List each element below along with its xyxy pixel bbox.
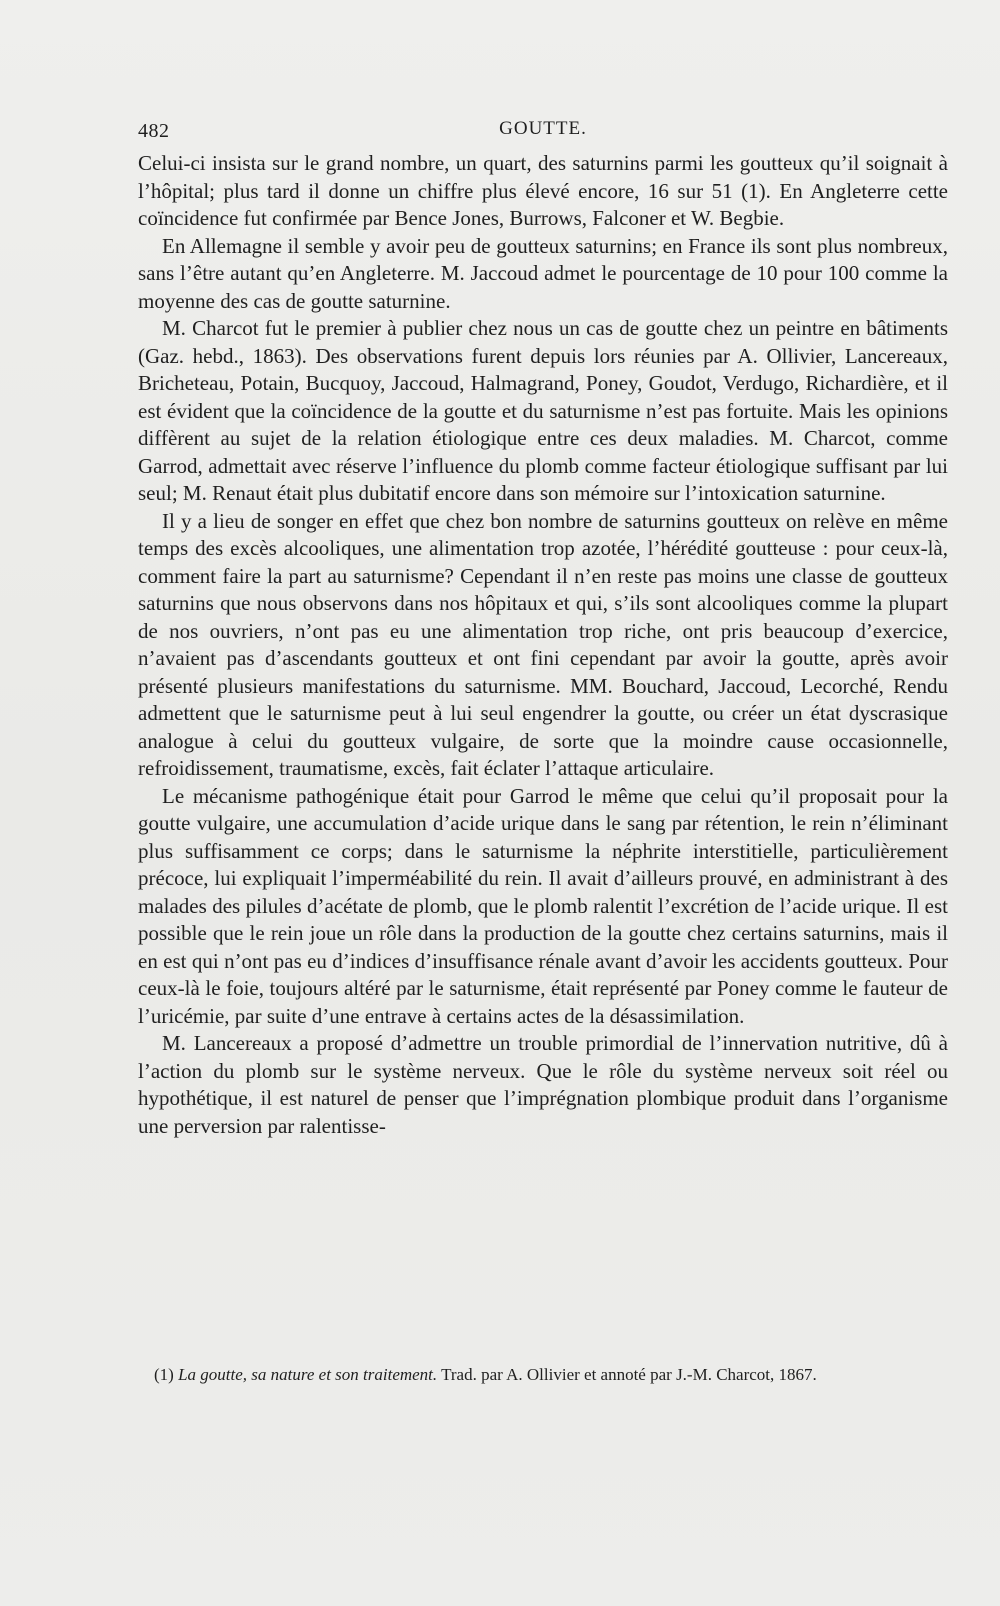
footnote-marker: (1) [154, 1365, 174, 1384]
page-header [138, 114, 948, 144]
paragraph-6: M. Lancereaux a proposé d’admettre un trouble primordial de l’innervation nutritive, dû à l’action du plomb sur le système nerveux. Que le rôle du système nerveux soit réel ou hypothétique, il est naturel de penser que l’imprégnation plombique produit dans l’organisme une perversion par ralentisse- [138, 1031, 948, 1138]
body-text [138, 150, 948, 1140]
page-number: 482 [138, 120, 170, 142]
running-head: GOUTTE. [499, 118, 587, 139]
paragraph-4: Il y a lieu de songer en effet que chez bon nombre de saturnins goutteux on relève en même temps des excès alcooliques, une alimentation trop azotée, l’hérédité goutteuse : pour ceux-là, comment faire la part au saturnisme? Cependant il n’en reste pas moins une classe de goutteux saturnins que nous observons dans nos hôpitaux et qui, s’ils sont alcooliques comme la plupart de nos ouvriers, n’ont pas eu une alimentation trop riche, ont pris beaucoup d’exercice, n’avaient pas d’ascendants goutteux et ont fini cependant par avoir la goutte, après avoir présenté plusieurs manifestations du saturnisme. MM. Bouchard, Jaccoud, Lecorché, Rendu admettent que le saturnisme peut à lui seul engendrer la goutte, ou créer un état dyscrasique analogue à celui du goutteux vulgaire, de sorte que la moindre cause occasionnelle, refroidissement, traumatisme, excès, fait éclater l’attaque articulaire. [138, 508, 948, 780]
footnote [138, 1363, 948, 1386]
paragraph-5: Le mécanisme pathogénique était pour Garrod le même que celui qu’il proposait pour la goutte vulgaire, une accumulation d’acide urique dans le sang par rétention, le rein n’éliminant plus suffisamment ce corps; dans le saturnisme la néphrite interstitielle, particulièrement précoce, lui expliquait l’imperméabilité du rein. Il avait d’ailleurs prouvé, en administrant à des malades des pilules d’acétate de plomb, que le plomb ralentit l’excrétion de l’acide urique. Il est possible que le rein joue un rôle dans la production de la goutte chez certains saturnins, mais il en est qui n’ont pas eu d’indices d’insuffisance rénale avant d’avoir les accidents goutteux. Pour ceux-là le foie, toujours altéré par le saturnisme, était représenté par Poney comme le fauteur de l’uricémie, par suite d’une entrave à certains actes de la désassimilation. [138, 783, 948, 1028]
paragraph-1: Celui-ci insista sur le grand nombre, un quart, des saturnins parmi les goutteux qu’il soignait à l’hôpital; plus tard il donne un chiffre plus élevé encore, 16 sur 51 (1). En Angleterre cette coïncidence fut confirmée par Bence Jones, Burrows, Falconer et W. Begbie. [138, 151, 948, 230]
footnote-title: La goutte, sa nature et son traitement. [178, 1365, 438, 1384]
paragraph-3: M. Charcot fut le premier à publier chez nous un cas de goutte chez un peintre en bâtiments (Gaz. hebd., 1863). Des observations furent depuis lors réunies par A. Ollivier, Lancereaux, Bricheteau, Potain, Bucquoy, Jaccoud, Halmagrand, Poney, Goudot, Verdugo, Richardière, et il est évident que la coïncidence de la goutte et du saturnisme n’est pas fortuite. Mais les opinions diffèrent au sujet de la relation étiologique entre ces deux maladies. M. Charcot, comme Garrod, admettait avec réserve l’influence du plomb comme facteur étiologique suffisant par lui seul; M. Renaut était plus dubitatif encore dans son mémoire sur l’intoxication saturnine. [138, 316, 948, 505]
paragraph-2: En Allemagne il semble y avoir peu de goutteux saturnins; en France ils sont plus nombreux, sans l’être autant qu’en Angleterre. M. Jaccoud admet le pourcentage de 10 pour 100 comme la moyenne des cas de goutte saturnine. [138, 233, 948, 313]
footnote-text: Trad. par A. Ollivier et annoté par J.-M. Charcot, 1867. [441, 1365, 817, 1384]
